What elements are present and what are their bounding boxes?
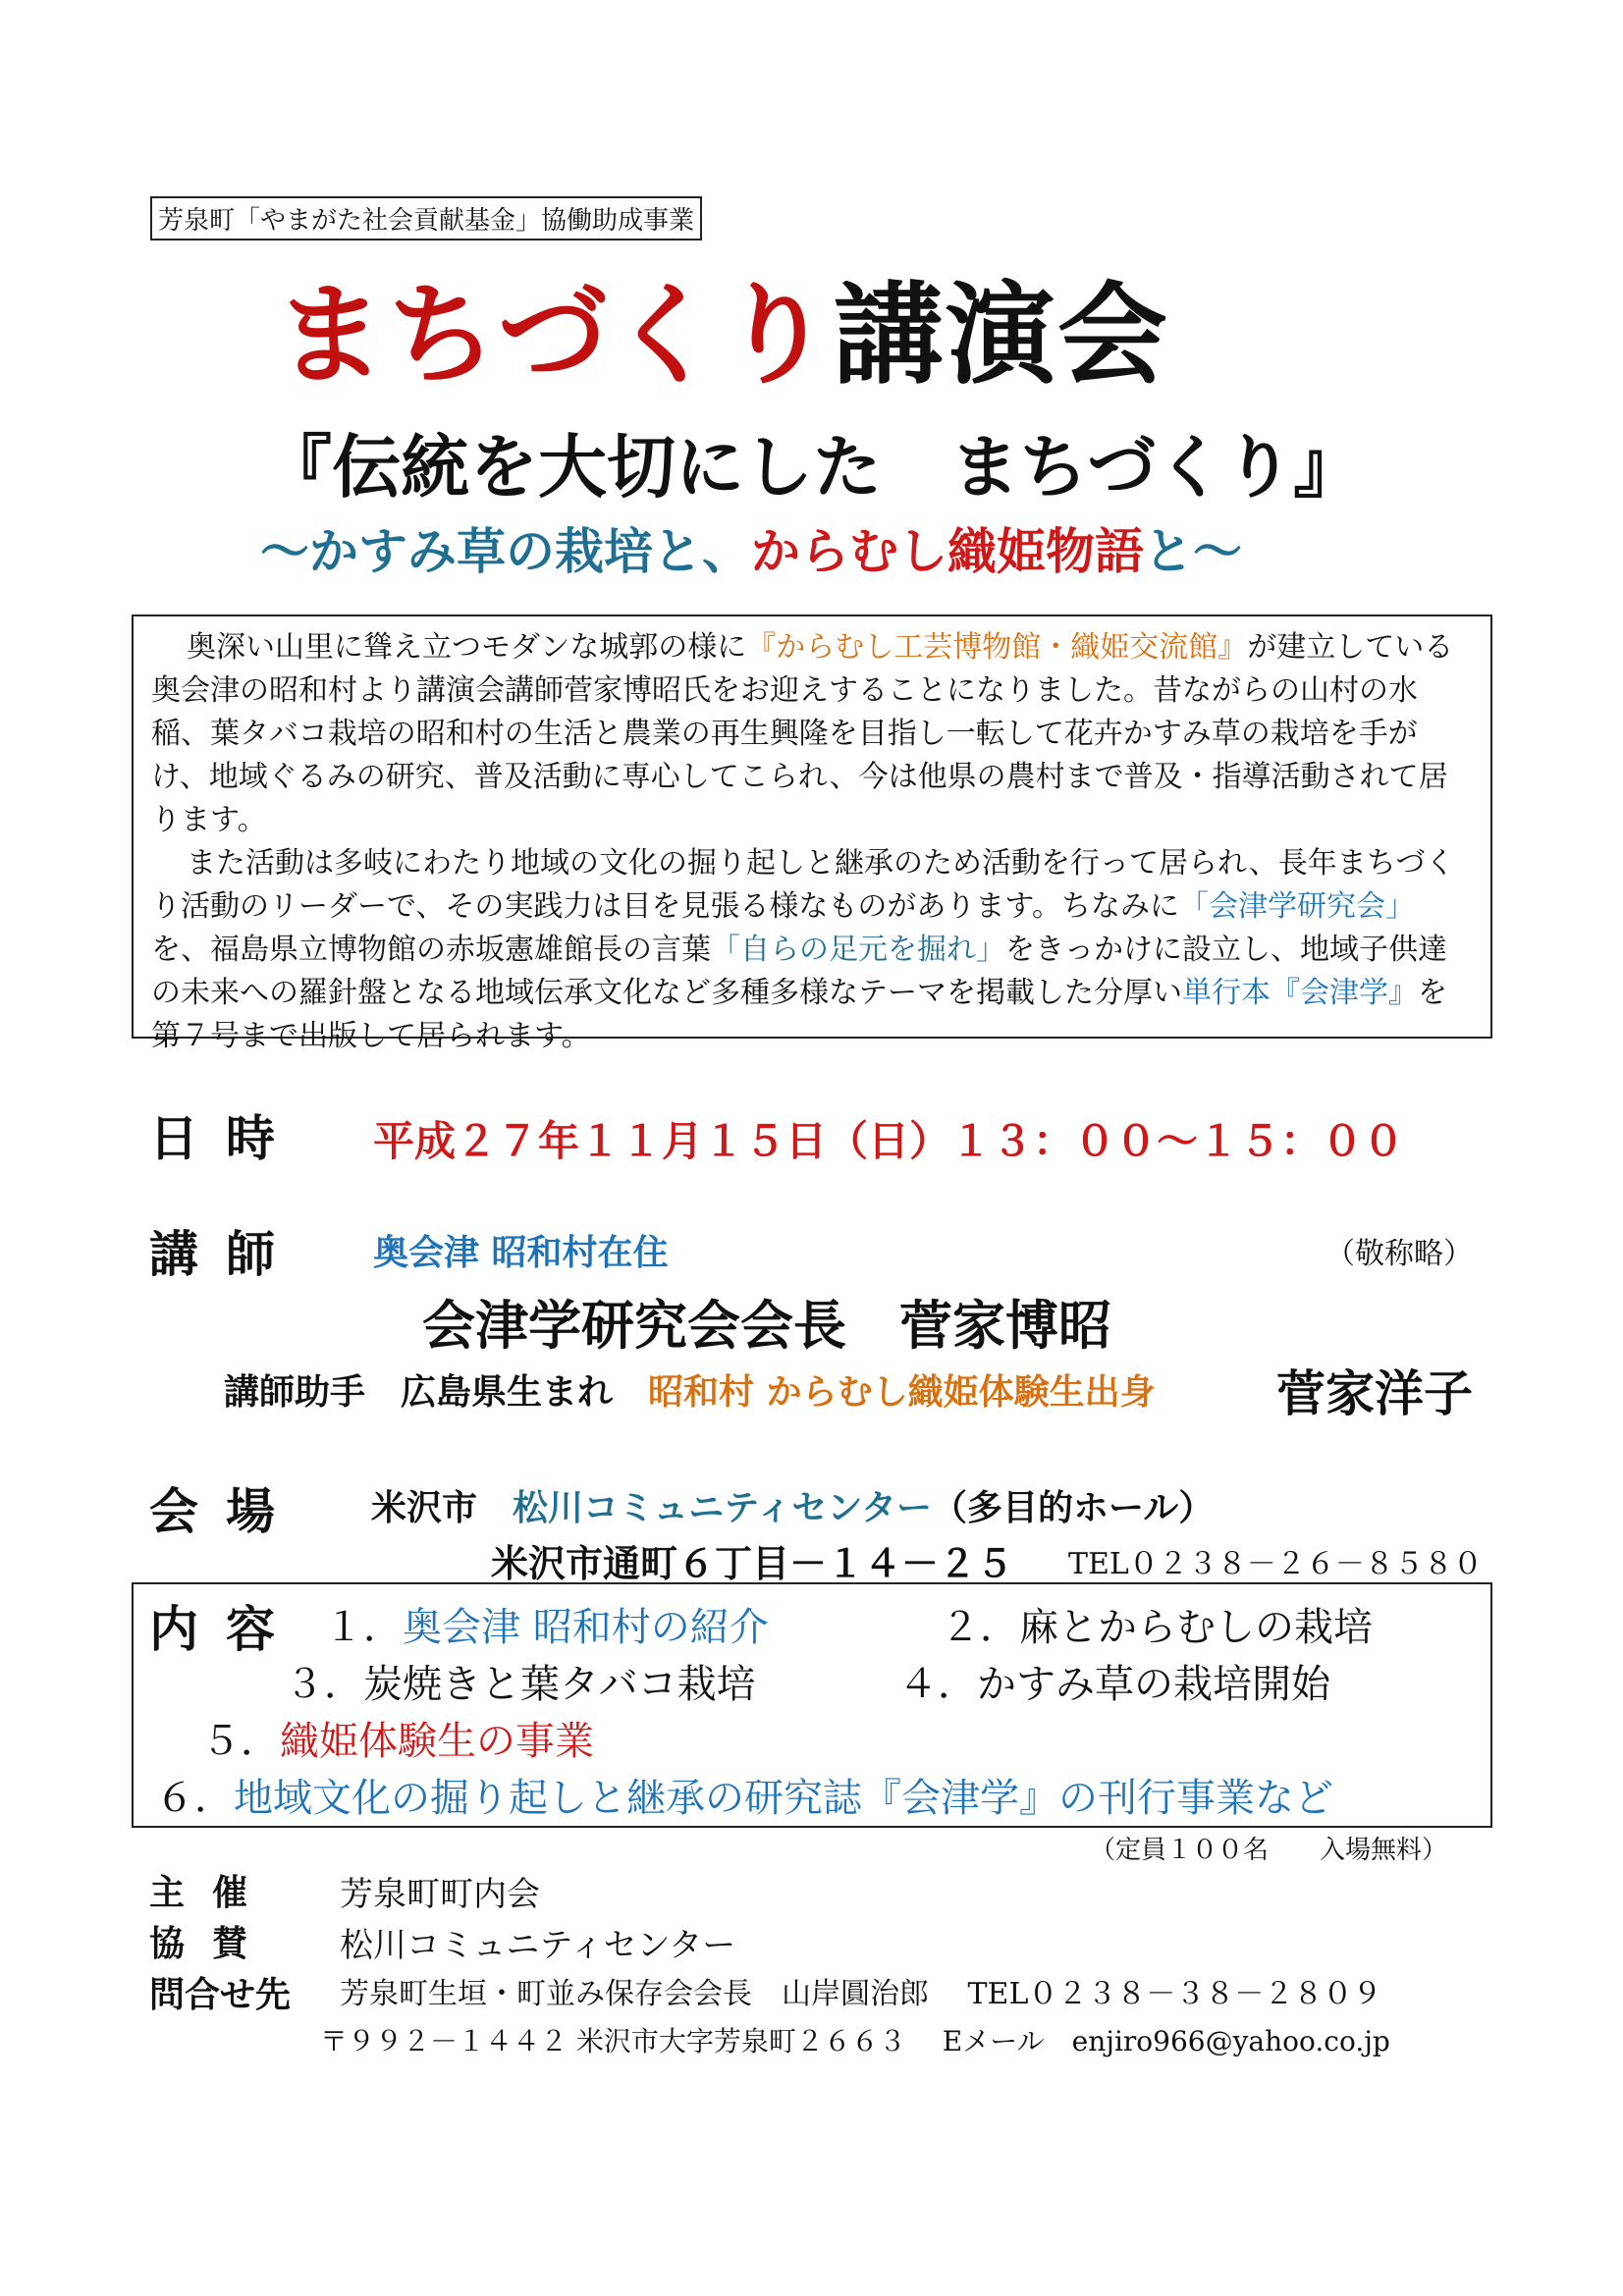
venue-label: 会場 — [149, 1483, 302, 1540]
item-number: １． — [324, 1605, 403, 1650]
item-number: ６． — [155, 1776, 234, 1821]
venue-line — [371, 1480, 1214, 1530]
intro-text: をきっかけに設立し、地域子供達の未来への羅針盤となる地域伝承文化など多種多様なテーマを掲載した分厚い — [151, 933, 1447, 1010]
date-label: 日時 — [149, 1110, 302, 1167]
lecturer-label: 講師 — [149, 1226, 302, 1283]
content-item-5 — [201, 1710, 594, 1766]
lecturer-residence: 奥会津 昭和村在住 — [373, 1233, 669, 1273]
item-number: ２． — [941, 1605, 1019, 1650]
subtitle2-part1: ～かすみ草の栽培と、 — [260, 523, 751, 580]
assistant-origin: 昭和村 からむし織姫体験生出身 — [648, 1372, 1156, 1413]
item-number: ４． — [898, 1662, 977, 1707]
intro-text: を、福島県立博物館の赤坂憲雄館長の言葉 — [151, 933, 711, 967]
assistant-line — [224, 1364, 1156, 1415]
intro-text: が建立している奥会津の昭和村より講演会講師菅家博昭氏をお迎えすることになりました。昔ながらの山村の水稲、葉タバコ栽培の昭和村の生活と農業の再生興隆を目指し一転して花卉かすみ草の栽培を手がけ、地域ぐるみの研究、普及活動に専心してこられ、今は他県の農村まで普及・指導活動されて居ります。 — [151, 630, 1454, 837]
assistant-role: 講師助手 広島県生まれ — [224, 1372, 614, 1413]
assistant-name: 菅家洋子 — [1276, 1365, 1473, 1422]
title-part1: まちづくり — [275, 272, 834, 400]
item-text: 麻とからむしの栽培 — [1019, 1605, 1373, 1650]
sponsor-label: 協賛 — [149, 1924, 276, 1964]
venue-city: 米沢市 — [371, 1488, 478, 1528]
venue-name: 松川コミュニティセンター — [513, 1488, 932, 1528]
item-text: かすみ草の栽培開始 — [977, 1662, 1330, 1707]
content-item-2 — [941, 1596, 1373, 1652]
inquiry-address: 〒９９２－１４４２ 米沢市大字芳泉町２６６３ Eメール enjiro966@yahoo.co.jp — [320, 2025, 1390, 2057]
item-text: 織姫体験生の事業 — [280, 1719, 594, 1764]
intro-text: 奥深い山里に聳え立つモダンな城郭の様に — [187, 630, 747, 665]
content-label: 内容 — [149, 1601, 302, 1658]
item-number: ３． — [285, 1662, 363, 1707]
page-title — [275, 247, 1169, 405]
lecturer-name: 会津学研究会会長 菅家博昭 — [422, 1295, 1111, 1357]
intro-box — [132, 614, 1492, 1053]
item-text: 炭焼きと葉タバコ栽培 — [363, 1662, 756, 1707]
intro-text: を第７号まで出版して居られます。 — [151, 976, 1447, 1053]
item-text: 奥会津 昭和村の紹介 — [403, 1605, 769, 1650]
tagline: 芳泉町「やまがた社会貢献基金」協働助成事業 — [150, 196, 702, 240]
intro-highlight: 単行本『会津学』 — [1182, 976, 1418, 1010]
item-number: ５． — [201, 1719, 280, 1764]
content-item-6 — [155, 1767, 1333, 1823]
content-item-1 — [324, 1596, 769, 1652]
intro-highlight: 「会津学研究会」 — [1179, 889, 1415, 924]
quota-note: （定員１００名 入場無料） — [1090, 1836, 1448, 1865]
host-label: 主催 — [149, 1873, 276, 1913]
intro-paragraph-2 — [151, 842, 1473, 1058]
venue-tel: TEL０２３８－２６－８５８０ — [1068, 1547, 1483, 1581]
intro-text: また活動は多岐にわたり地域の文化の掘り起しと継承のため活動を行って居られ、長年まちづくり活動のリーダーで、その実践力は目を見張る様なものがあります。ちなみに — [151, 846, 1455, 924]
date-value: 平成２７年１１月１５日（日）１３：００～１５：００ — [373, 1117, 1405, 1165]
honorific-note: （敬称略） — [1325, 1237, 1473, 1271]
content-item-4 — [898, 1653, 1330, 1709]
item-text: 地域文化の掘り起しと継承の研究誌『会津学』の刊行事業など — [234, 1776, 1333, 1821]
host-value: 芳泉町町内会 — [340, 1875, 540, 1914]
inquiry-label: 問合せ先 — [149, 1975, 292, 2015]
venue-address: 米沢市通町６丁目－１４－２５ — [491, 1542, 1014, 1585]
intro-paragraph-1 — [151, 626, 1473, 842]
inquiry-value: 芳泉町生垣・町並み保存会会長 山岸圓治郎 TEL０２３８－３８－２８０９ — [340, 1977, 1382, 2011]
venue-hall: （多目的ホール） — [932, 1488, 1215, 1528]
content-item-3 — [285, 1653, 756, 1709]
intro-highlight: 「自らの足元を掘れ」 — [711, 933, 1005, 967]
title-part2: 講演会 — [833, 272, 1169, 400]
subtitle: 『伝統を大切にした まちづくり』 — [263, 427, 1363, 507]
sponsor-value: 松川コミュニティセンター — [340, 1926, 736, 1965]
subtitle2-part2: からむし織姫物語 — [751, 523, 1144, 580]
subtitle-secondary — [260, 512, 1242, 583]
intro-highlight: 『からむし工芸博物館・織姫交流館』 — [746, 630, 1248, 665]
subtitle2-part3: と～ — [1144, 523, 1242, 580]
